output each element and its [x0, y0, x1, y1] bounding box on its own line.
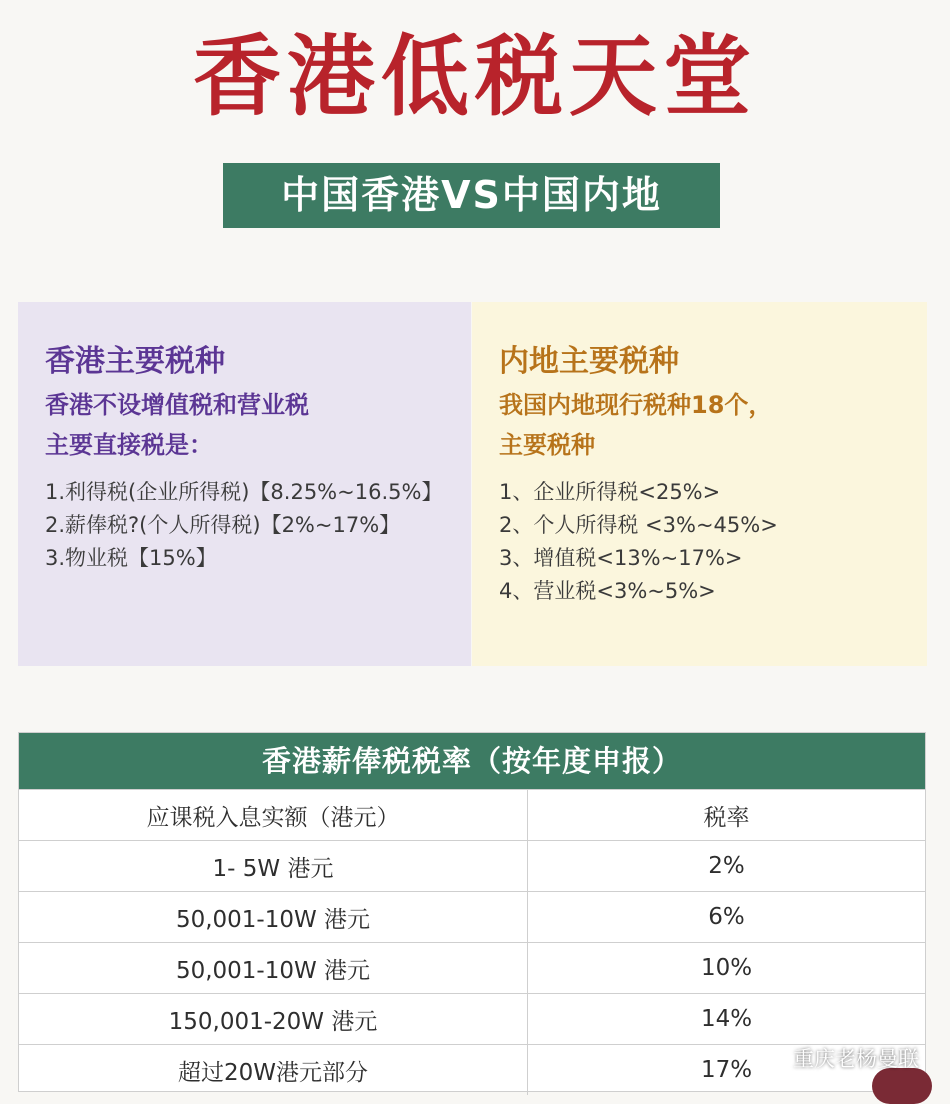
income-cell: 1- 5W 港元 — [19, 841, 528, 892]
hk-tax-item: 2.薪俸税?(个人所得税)【2%~17%】 — [45, 513, 401, 537]
hk-panel-sub-line1: 香港不设增值税和营业税 — [45, 391, 309, 419]
income-cell: 150,001-20W 港元 — [19, 994, 528, 1045]
income-cell: 50,001-10W 港元 — [19, 892, 528, 943]
avatar — [872, 1068, 932, 1104]
table-header-row — [19, 790, 925, 841]
mainland-panel-heading: 内地主要税种 — [499, 344, 679, 379]
hk-tax-panel — [18, 302, 471, 666]
hk-tax-item: 3.物业税【15%】 — [45, 546, 217, 570]
rate-cell: 2% — [528, 841, 926, 892]
rate-cell: 14% — [528, 994, 926, 1045]
table-row — [19, 943, 925, 994]
rate-column-header: 税率 — [528, 790, 926, 841]
table-title: 香港薪俸税税率（按年度申报） — [19, 733, 925, 789]
mainland-tax-list — [499, 476, 927, 608]
mainland-tax-item: 4、营业税<3%~5%> — [499, 579, 716, 603]
hk-tax-item: 1.利得税(企业所得税)【8.25%~16.5%】 — [45, 480, 443, 504]
income-cell: 50,001-10W 港元 — [19, 943, 528, 994]
hk-panel-heading: 香港主要税种 — [45, 344, 225, 379]
rate-cell: 17% — [528, 1045, 926, 1096]
income-column-header: 应课税入息实额（港元） — [19, 790, 528, 841]
salary-tax-rate-table — [18, 732, 926, 1092]
income-cell: 超过20W港元部分 — [19, 1045, 528, 1096]
table-row — [19, 892, 925, 943]
mainland-panel-sub-line2: 主要税种 — [499, 431, 595, 459]
rate-cell: 10% — [528, 943, 926, 994]
mainland-tax-item: 2、个人所得税 <3%~45%> — [499, 513, 778, 537]
table-row — [19, 1045, 925, 1096]
mainland-tax-item: 3、增值税<13%~17%> — [499, 546, 743, 570]
mainland-tax-panel — [472, 302, 927, 666]
watermark: 重庆老杨曼联 — [793, 1047, 919, 1071]
mainland-panel-sub-line1: 我国内地现行税种18个， — [499, 391, 773, 419]
page-title: 香港低税天堂 — [192, 25, 757, 128]
rate-table-body — [19, 789, 925, 1095]
table-row — [19, 841, 925, 892]
hk-tax-list — [45, 476, 471, 575]
hk-panel-sub-line2: 主要直接税是： — [45, 431, 213, 459]
table-row — [19, 994, 925, 1045]
comparison-banner: 中国香港VS中国内地 — [223, 163, 720, 228]
mainland-tax-item: 1、企业所得税<25%> — [499, 480, 721, 504]
rate-cell: 6% — [528, 892, 926, 943]
